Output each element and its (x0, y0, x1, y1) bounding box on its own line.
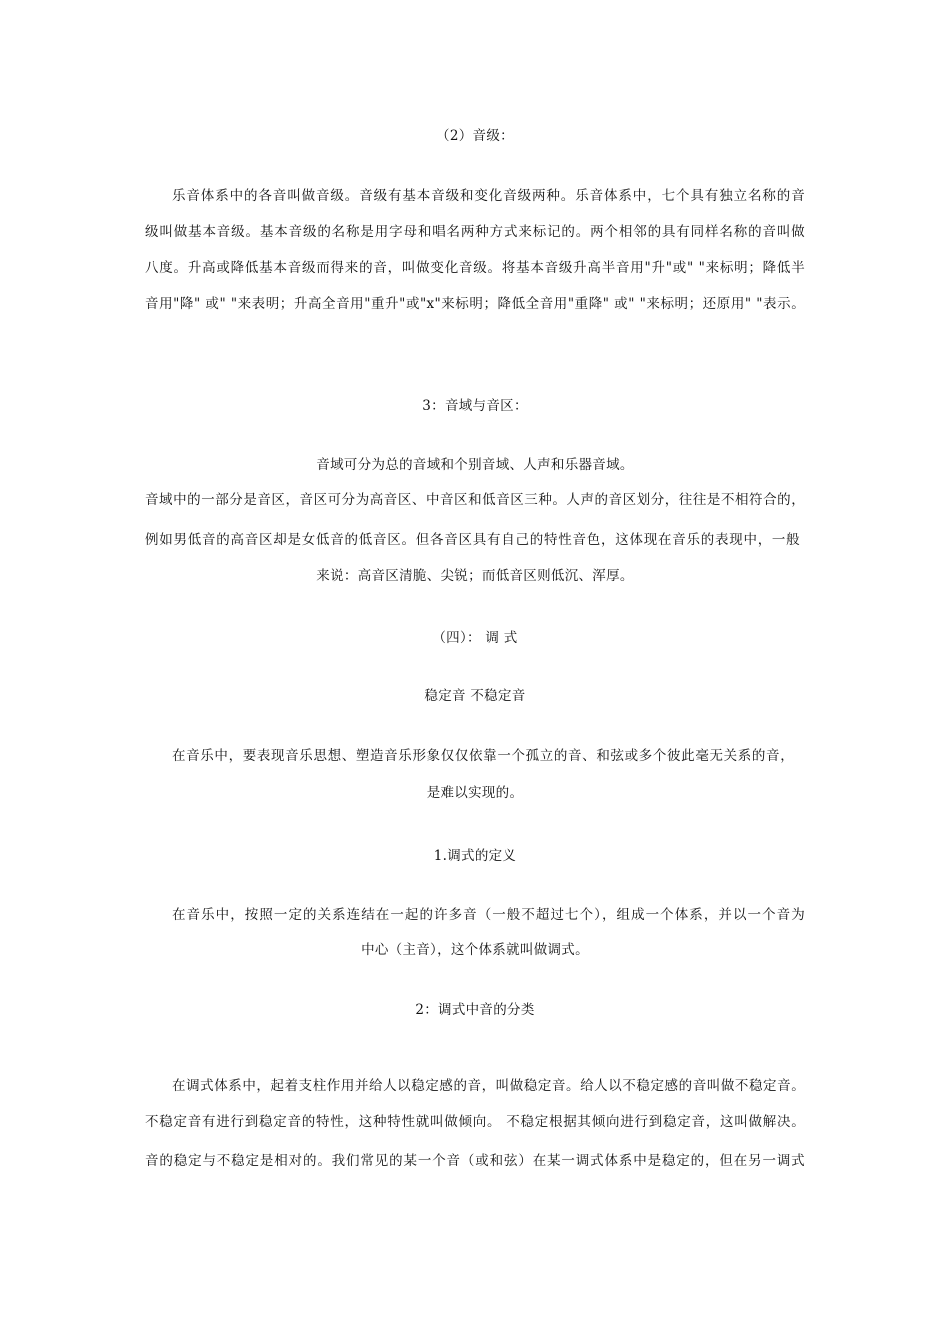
paragraph-line: 音的稳定与不稳定是相对的。我们常见的某一个音（或和弦）在某一调式体系中是稳定的，但在另一调式 (145, 1153, 805, 1169)
section-heading-mode: （四）： 调 式 (432, 630, 518, 646)
section-heading-pitch: （2）音级： (436, 128, 514, 144)
subheading-stable-tones: 稳定音 不稳定音 (424, 688, 526, 704)
paragraph-line: 音域中的一部分是音区，音区可分为高音区、中音区和低音区三种。人声的音区划分，往往是不相符合的， (145, 492, 805, 508)
paragraph-line: 乐音体系中的各音叫做音级。音级有基本音级和变化音级两种。乐音体系中，七个具有独立名称的音 (172, 188, 805, 204)
paragraph-line: 不稳定音有进行到稳定音的特性，这种特性就叫做倾向。 不稳定根据其倾向进行到稳定音，这叫做解决。 (145, 1114, 805, 1130)
paragraph-line: 在音乐中，要表现音乐思想、塑造音乐形象仅仅依靠一个孤立的音、和弦或多个彼此毫无关系的音， (172, 748, 794, 764)
paragraph-line: 在调式体系中，起着支柱作用并给人以稳定感的音，叫做稳定音。给人以不稳定感的音叫做不稳定音。 (172, 1078, 805, 1094)
paragraph-line: 来说：高音区清脆、尖锐；而低音区则低沉、浑厚。 (316, 568, 634, 584)
subheading-mode-definition: 1.调式的定义 (433, 848, 517, 864)
paragraph-line: 八度。升高或降低基本音级而得来的音，叫做变化音级。将基本音级升高半音用"升"或" "来标明；降低半 (145, 260, 805, 276)
subheading-tone-classification: 2：调式中音的分类 (415, 1002, 535, 1018)
paragraph-line: 级叫做基本音级。基本音级的名称是用字母和唱名两种方式来标记的。两个相邻的具有同样名称的音叫做 (145, 224, 805, 240)
paragraph-line: 中心（主音），这个体系就叫做调式。 (361, 942, 589, 958)
paragraph-line: 音域可分为总的音域和个别音域、人声和乐器音域。 (316, 457, 634, 473)
section-heading-range: 3：音域与音区： (422, 398, 528, 414)
paragraph-line: 是难以实现的。 (426, 785, 524, 801)
paragraph-line: 音用"降" 或" "来表明；升高全音用"重升"或"x"来标明；降低全音用"重降" 或" "来标明；还原用" "表示。 (145, 296, 805, 312)
paragraph-line: 在音乐中，按照一定的关系连结在一起的许多音（一般不超过七个），组成一个体系，并以一个音为 (172, 907, 805, 923)
paragraph-line: 例如男低音的高音区却是女低音的低音区。但各音区具有自己的特性音色，这体现在音乐的表现中，一般 (145, 532, 800, 548)
